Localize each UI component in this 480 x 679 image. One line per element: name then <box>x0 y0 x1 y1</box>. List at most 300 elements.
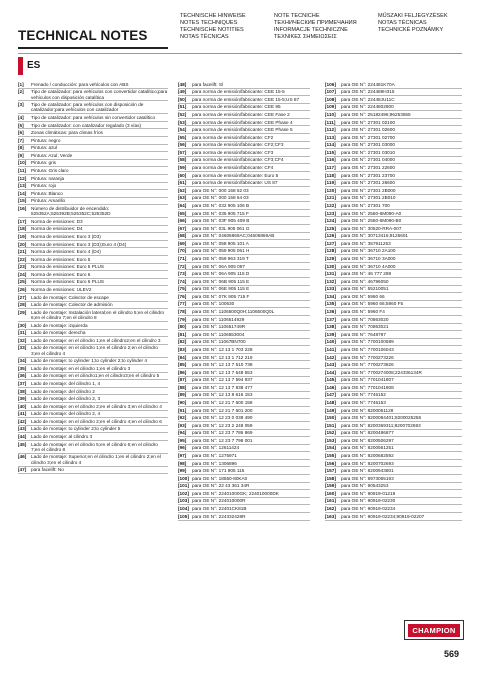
note-row <box>178 225 310 233</box>
note-text: para OE N°: 27301 03000 <box>341 142 395 148</box>
note-number: [88] <box>178 384 187 390</box>
note-text: Lado de montaje: en el cilindro1;en el cilindro3;en el cilindro 5 <box>31 373 160 379</box>
note-number: [78] <box>178 309 187 315</box>
champion-logo-text: CHAMPION <box>408 624 459 637</box>
note-text: para norma de emisión/fabricante: CF2;CF3 <box>192 142 284 148</box>
note-number: [33] <box>18 345 27 351</box>
note-text: Norma de emisiones: ULEV2 <box>31 287 92 293</box>
note-text: Pintura: negro <box>31 137 61 143</box>
note-number: [71] <box>178 255 187 261</box>
note-number: [22] <box>18 256 27 262</box>
note-number: [148] <box>325 399 336 405</box>
note-row <box>325 475 462 483</box>
note-text: para OE N°: 7746152 <box>341 392 386 398</box>
note-text: Frenado / conducción: para vehículos con ABS <box>31 81 129 87</box>
note-text: para OE N°: 224332428R <box>192 513 246 519</box>
note-row <box>18 271 168 279</box>
note-row <box>325 308 462 316</box>
note-number: [101] <box>178 483 189 489</box>
note-text: Norma de emisiones: Euro 5 <box>31 256 91 262</box>
note-row <box>325 89 462 97</box>
note-text: para norma de emisión/fabricante: CEE Phase 4 <box>192 119 293 125</box>
note-number: [68] <box>178 233 187 239</box>
note-number: [123] <box>325 210 336 216</box>
note-row <box>325 134 462 142</box>
note-row <box>18 190 168 198</box>
note-number: [127] <box>325 240 336 246</box>
note-text: para OE N°: 27301 700 <box>341 202 390 208</box>
note-number: [32] <box>18 337 27 343</box>
note-row <box>325 422 462 430</box>
note-row <box>18 145 168 153</box>
note-row <box>325 187 462 195</box>
header-lang-text: TECHNISCHE HINWEISE <box>180 13 246 19</box>
note-number: [129] <box>325 255 336 261</box>
note-row <box>325 225 462 233</box>
note-text: para OE N°: 12 13 7 510 738 <box>192 362 253 368</box>
note-text: para OE N°: 8200702693 <box>341 460 394 466</box>
note-text: Pintura: gris <box>31 160 57 166</box>
note-number: [128] <box>325 248 336 254</box>
header-lang-col-2 <box>274 13 357 41</box>
note-text: para OE N°: 06E 905 115 E <box>192 286 250 292</box>
note-number: [103] <box>178 498 189 504</box>
notes-column-2 <box>178 81 310 521</box>
note-text: Pintura: Gris claro <box>31 168 69 174</box>
note-number: [102] <box>178 490 189 496</box>
header-lang-text: TECHNICKÉ POZNÁMKY <box>378 27 444 33</box>
note-row <box>18 218 168 226</box>
note-row <box>18 198 168 206</box>
note-text: para OE N°: 90543253 <box>341 483 389 489</box>
note-number: [61] <box>178 180 187 186</box>
note-text: para OE N°: 46796050 <box>341 278 389 284</box>
note-text: para OE N°: 30713416;9125601 <box>341 233 409 239</box>
note-text: para OE N°: 90919-02230 <box>341 498 396 504</box>
note-row <box>18 226 168 234</box>
note-text: Lado de montaje: Colector de admisión <box>31 302 113 308</box>
note-row <box>178 286 310 294</box>
note-row <box>178 316 310 324</box>
note-row <box>178 430 310 438</box>
note-text: Norma de emisiones: Euro 6 <box>31 271 91 277</box>
note-number: [46] <box>18 454 27 460</box>
note-number: [36] <box>18 373 27 379</box>
note-text: Número de distribuidor de encendido: 525352A;525392B;525352C;525352D <box>31 205 111 217</box>
note-row <box>325 377 462 385</box>
note-row <box>178 104 310 112</box>
note-number: [153] <box>325 437 336 443</box>
note-number: [139] <box>325 331 336 337</box>
note-row <box>18 309 168 322</box>
note-row <box>18 411 168 419</box>
note-number: [137] <box>325 316 336 322</box>
note-text: para OE N°: 224010000R <box>192 498 246 504</box>
note-text: para OE N°: 22401CK81B <box>192 506 247 512</box>
note-row <box>18 264 168 272</box>
note-row <box>325 445 462 453</box>
note-text: para OE N°: 7700274008;224336134R <box>341 369 422 375</box>
note-row <box>178 339 310 347</box>
header-lang-text: NOTE TECNICHE <box>274 13 320 19</box>
note-text: Lado de montaje: en el cilindro 2;en el cilindro 3;en el cilindro 4 <box>31 403 162 409</box>
note-text: Tipo de catalizador: para vehículos con disposición de catalizador;para vehículos con catalizador <box>31 102 144 113</box>
note-text: para OE N°: 110651749R <box>192 324 246 330</box>
note-row <box>178 361 310 369</box>
note-row <box>18 433 168 441</box>
note-row <box>325 414 462 422</box>
note-row <box>325 437 462 445</box>
note-text: para facelift: No <box>31 467 64 473</box>
note-text: para OE N°: 06B 905 115 E <box>192 278 250 284</box>
note-row <box>178 164 310 172</box>
note-row <box>325 369 462 377</box>
note-number: [158] <box>325 475 336 481</box>
note-row <box>178 119 310 127</box>
note-text: para OE N°: 27301 2B000 <box>341 187 396 193</box>
note-row <box>325 331 462 339</box>
note-row <box>178 437 310 445</box>
header-lang-col-3 <box>378 13 448 34</box>
note-number: [98] <box>178 460 187 466</box>
note-number: [122] <box>325 202 336 208</box>
note-number: [106] <box>325 81 336 87</box>
note-row <box>178 293 310 301</box>
note-number: [163] <box>325 513 336 519</box>
note-row <box>325 96 462 104</box>
note-number: [31] <box>18 330 27 336</box>
note-number: [125] <box>325 225 336 231</box>
note-number: [146] <box>325 384 336 390</box>
note-number: [104] <box>178 506 189 512</box>
note-row <box>18 248 168 256</box>
note-text: Lado de montaje: del cilindro 1, 4 <box>31 380 101 386</box>
note-text: para OE N°: 27301 23700 <box>341 172 395 178</box>
note-row <box>178 490 310 498</box>
note-text: para OE N°: 171 905 115 <box>192 468 245 474</box>
note-text: para OE N°: 55210051 <box>341 286 389 292</box>
note-number: [145] <box>325 377 336 383</box>
note-number: [50] <box>178 96 187 102</box>
note-text: para OE N°: 224481K70A <box>341 81 395 87</box>
note-number: [44] <box>18 434 27 440</box>
note-row <box>325 407 462 415</box>
note-number: [113] <box>325 134 336 140</box>
note-text: para OE N°: 03L 905 061 G <box>192 225 250 231</box>
title-underline <box>18 47 168 49</box>
note-row <box>18 175 168 183</box>
note-row <box>178 324 310 332</box>
note-number: [47] <box>18 467 27 473</box>
note-row <box>18 365 168 373</box>
note-number: [81] <box>178 331 187 337</box>
note-row <box>325 172 462 180</box>
note-text: para norma de emisión/fabricante: CEE Fase 2 <box>192 112 290 117</box>
note-text: para OE N°: 7701041807 <box>341 377 394 383</box>
note-row <box>325 498 462 506</box>
note-number: [112] <box>325 127 336 133</box>
note-text: para OE N°: 12 23 0 038 490 <box>192 415 253 421</box>
note-number: [64] <box>178 202 187 208</box>
note-number: [67] <box>178 225 187 231</box>
note-text: para OE N°: 11067BN700 <box>192 339 246 345</box>
note-row <box>18 279 168 287</box>
note-number: [13] <box>18 183 27 189</box>
note-row <box>18 467 168 475</box>
note-number: [157] <box>325 468 336 474</box>
note-number: [97] <box>178 453 187 459</box>
note-text: para OE N°: 12 13 7 838 477 <box>192 384 253 390</box>
note-row <box>325 157 462 165</box>
note-number: [115] <box>325 149 336 155</box>
note-number: [28] <box>18 302 27 308</box>
note-row <box>18 89 168 102</box>
note-text: Lado de montaje: en el cilindro 5;en el cilindro 6;en el cilindro 7;en el cilindro 8 <box>31 441 158 452</box>
note-row <box>178 89 310 97</box>
note-text: para norma de emisión/fabricante: US 87 <box>192 180 278 186</box>
note-row <box>178 467 310 475</box>
note-number: [131] <box>325 271 336 277</box>
note-row <box>18 395 168 403</box>
note-number: [14] <box>18 190 27 196</box>
note-row <box>325 111 462 119</box>
note-number: [93] <box>178 422 187 428</box>
note-text: Norma de emisiones: Euro 3 (D3) <box>31 233 101 239</box>
note-text: para OE N°: 000 158 62 03 <box>192 187 249 193</box>
note-number: [75] <box>178 286 187 292</box>
note-row <box>178 399 310 407</box>
note-number: [48] <box>178 81 187 87</box>
note-number: [3] <box>18 102 24 108</box>
note-number: [86] <box>178 369 187 375</box>
note-text: para OE N°: 12 13 7 594 937 <box>192 377 253 383</box>
note-row <box>325 346 462 354</box>
note-number: [52] <box>178 112 187 117</box>
note-number: [114] <box>325 142 336 148</box>
note-row <box>325 149 462 157</box>
note-number: [94] <box>178 430 187 436</box>
note-number: [25] <box>18 279 27 285</box>
note-number: [155] <box>325 453 336 459</box>
note-text: para OE N°: 12 23 7 786 869 <box>192 430 253 436</box>
note-row <box>325 104 462 112</box>
note-number: [130] <box>325 263 336 269</box>
note-number: [54] <box>178 127 187 133</box>
note-text: Norma de emisiones: Euro 4 (D4) <box>31 249 101 255</box>
note-text: Zonas climáticas: para climas fríos <box>31 130 103 136</box>
note-text: Norma de emisiones: D4 <box>31 226 83 232</box>
note-text: para OE N°: 25182496;96253555 <box>341 112 411 117</box>
note-row <box>325 202 462 210</box>
note-row <box>325 399 462 407</box>
note-number: [74] <box>178 278 187 284</box>
note-text: para OE N°: 8200369311;8200702693 <box>341 422 421 428</box>
note-text: para OE N°: 058 905 101 A <box>192 240 249 246</box>
note-number: [17] <box>18 218 27 224</box>
note-number: [19] <box>18 233 27 239</box>
note-row <box>18 137 168 145</box>
header-lang-text: NOTES TECHNIQUES <box>180 20 238 26</box>
note-number: [142] <box>325 354 336 360</box>
note-row <box>325 392 462 400</box>
note-text: para OE N°: 7700100589 <box>341 339 394 345</box>
note-number: [85] <box>178 362 187 368</box>
note-text: para OE N°: 7701041808 <box>341 384 394 390</box>
note-row <box>325 142 462 150</box>
note-number: [110] <box>325 112 336 117</box>
note-row <box>18 256 168 264</box>
note-row <box>18 330 168 338</box>
note-text: Pintura: naranja <box>31 175 65 181</box>
note-text: para norma de emisión/fabricante: Euro 5 <box>192 172 279 178</box>
note-text: para OE N°: 12 23 7 798 001 <box>192 437 253 443</box>
note-number: [96] <box>178 445 187 451</box>
note-text: para OE N°: 70863021 <box>341 324 389 330</box>
note-text: para OE N°: 27301 02600 <box>341 127 395 133</box>
note-row <box>325 430 462 438</box>
note-row <box>178 422 310 430</box>
note-number: [91] <box>178 407 187 413</box>
note-row <box>325 233 462 241</box>
note-number: [34] <box>18 358 27 364</box>
note-row <box>178 172 310 180</box>
note-number: [95] <box>178 437 187 443</box>
note-text: para OE N°: 27301 2B010 <box>341 195 396 201</box>
note-row <box>325 263 462 271</box>
note-row <box>178 505 310 513</box>
note-text: para OE N°: 8200943801 <box>341 468 394 474</box>
note-text: para OE N°: 8200506297 <box>341 437 394 443</box>
note-text: para OE N°: 8200561251 <box>341 445 394 451</box>
note-number: [111] <box>325 119 336 125</box>
note-number: [5] <box>18 122 24 128</box>
note-text: para OE N°: 2560-6M090-A0 <box>341 210 402 216</box>
note-number: [143] <box>325 362 336 368</box>
note-text: para OE N°: 27301 26600 <box>341 180 395 186</box>
note-text: para OE N°: 7746153 <box>341 399 386 405</box>
note-row <box>325 255 462 263</box>
note-row <box>178 149 310 157</box>
note-row <box>178 142 310 150</box>
note-number: [87] <box>178 377 187 383</box>
note-number: [92] <box>178 415 187 421</box>
note-row <box>178 217 310 225</box>
note-text: para OE N°: 22448JU11C <box>341 96 395 102</box>
note-number: [99] <box>178 468 187 474</box>
note-row <box>178 195 310 203</box>
note-text: para OE N°: 2244802800 <box>341 104 394 110</box>
note-number: [105] <box>178 513 189 519</box>
note-text: para OE N°: 07K 905 715 F <box>192 293 250 299</box>
note-row <box>18 358 168 366</box>
note-row <box>178 460 310 468</box>
note-number: [109] <box>325 104 336 110</box>
note-text: para OE N°: 12611424 <box>192 445 240 451</box>
note-number: [135] <box>325 301 336 307</box>
note-number: [51] <box>178 104 187 110</box>
note-text: para norma de emisión/fabricante: CEE Phase 5 <box>192 127 293 133</box>
note-text: para OE N°: 1275971 <box>192 453 237 459</box>
note-text: para OE N°: 90919-02234 <box>341 506 396 512</box>
note-row <box>18 403 168 411</box>
note-row <box>325 286 462 294</box>
note-text: Lado de montaje: en el cilindro 1;en el cilindro2;en el cilindro 3 <box>31 337 161 343</box>
note-text: para OE N°: 059 963 319 T <box>192 255 249 261</box>
note-number: [121] <box>325 195 336 201</box>
note-text: para OE N°: 22401000GK; 224010000DK <box>192 490 279 496</box>
note-number: [43] <box>18 426 27 432</box>
note-row <box>325 339 462 347</box>
note-row <box>18 122 168 130</box>
note-number: [30] <box>18 322 27 328</box>
note-row <box>18 294 168 302</box>
note-row <box>178 377 310 385</box>
note-number: [2] <box>18 89 24 95</box>
note-row <box>325 505 462 513</box>
note-row <box>18 337 168 345</box>
note-row <box>178 187 310 195</box>
note-number: [20] <box>18 241 27 247</box>
note-text: Pintura: azul <box>31 145 58 151</box>
note-number: [140] <box>325 339 336 345</box>
note-number: [72] <box>178 263 187 269</box>
note-text: para OE N°: 70863020 <box>341 316 389 322</box>
note-text: para OE N°: 032 905 106 B <box>192 202 250 208</box>
note-number: [151] <box>325 422 336 428</box>
note-number: [29] <box>18 309 27 315</box>
note-text: Lado de montaje: to cylinder 1;to cylinder 2;to cylinder 4 <box>31 358 147 364</box>
notes-column-3 <box>325 81 462 521</box>
note-number: [12] <box>18 175 27 181</box>
note-number: [77] <box>178 301 187 307</box>
note-number: [24] <box>18 271 27 277</box>
note-text: para OE N°: 100630 <box>192 301 235 307</box>
note-text: para OE N°: 224489H315 <box>341 89 395 95</box>
note-row <box>178 384 310 392</box>
note-text: Tipo de catalizador: para vehículos con convertidor catalítico;para vehículos con disposición catalítica <box>31 89 168 100</box>
header-lang-text: MŰSZAKI FELJEGYZÉSEK <box>378 13 448 19</box>
note-text: Norma de emisiones: D3 <box>31 218 83 224</box>
note-row <box>325 81 462 89</box>
note-number: [7] <box>18 137 24 143</box>
note-number: [126] <box>325 233 336 239</box>
note-number: [138] <box>325 324 336 330</box>
note-number: [117] <box>325 165 336 171</box>
note-text: para facelift: Sí <box>192 81 224 87</box>
note-text: para OE N°: 27301 03010 <box>341 149 395 155</box>
note-row <box>325 490 462 498</box>
note-text: Lado de montaje: Colector de escape <box>31 294 109 300</box>
note-row <box>325 164 462 172</box>
note-number: [42] <box>18 418 27 424</box>
note-number: [39] <box>18 396 27 402</box>
note-row <box>178 210 310 218</box>
note-text: para OE N°: 06A 905 097 <box>192 263 245 269</box>
note-row <box>178 240 310 248</box>
note-row <box>178 513 310 521</box>
note-row <box>325 354 462 362</box>
note-text: para norma de emisión/fabricante: CF4 <box>192 165 274 171</box>
note-text: Pintura: Blanco <box>31 190 63 196</box>
note-number: [80] <box>178 324 187 330</box>
note-number: [89] <box>178 392 187 398</box>
note-number: [6] <box>18 130 24 136</box>
note-row <box>178 202 310 210</box>
note-text: para OE N°: 12 13 8 616 153 <box>192 392 253 398</box>
note-number: [26] <box>18 287 27 293</box>
note-row <box>178 392 310 400</box>
note-number: [41] <box>18 411 27 417</box>
